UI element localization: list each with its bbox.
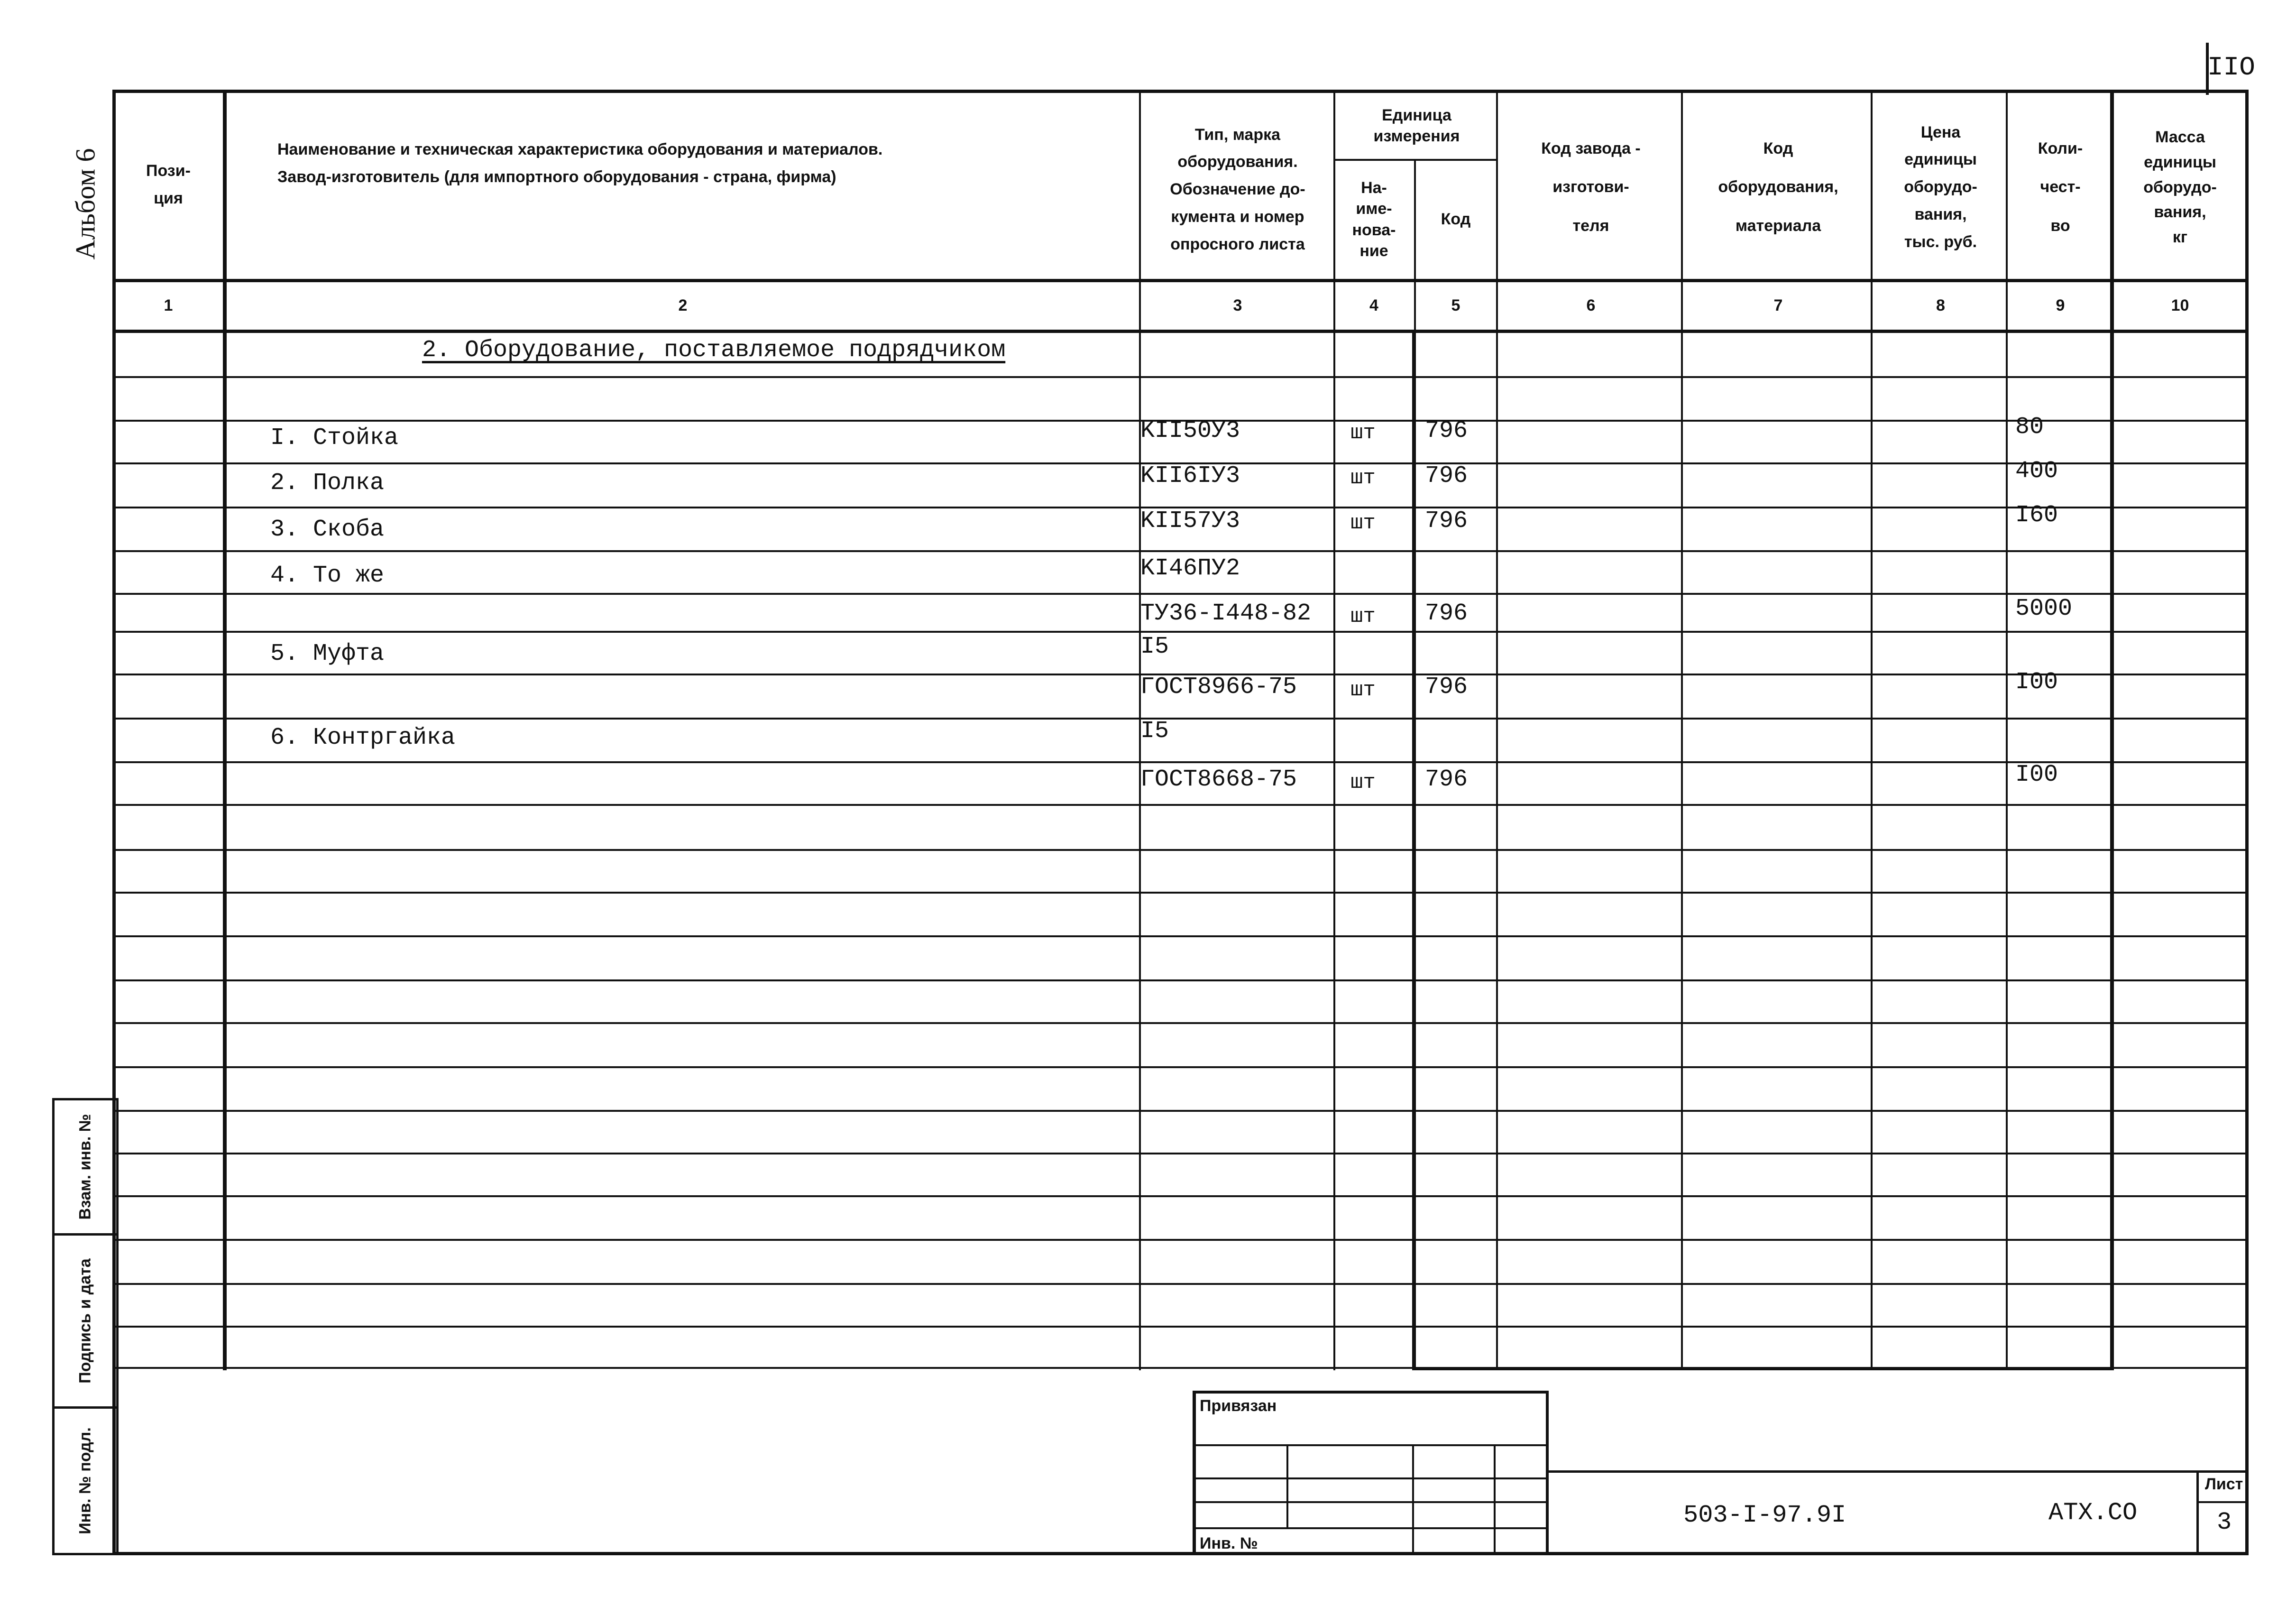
doc-code: 503-I-97.9I	[1683, 1501, 1846, 1529]
col-num-4: 4	[1369, 296, 1378, 315]
row-line	[114, 804, 2245, 806]
row-3-code: 796	[1425, 508, 1468, 535]
row-5-qty: 5000	[2015, 595, 2073, 622]
album-label-text: Альбом 6	[70, 148, 101, 260]
row-3-type: KII57У3	[1140, 508, 1240, 535]
row-line	[114, 1110, 2245, 1112]
col-num-2: 2	[678, 296, 688, 315]
doc-suffix: АТХ.СО	[2048, 1499, 2138, 1527]
strip-replacement-inv-label: Взам. инв. №	[76, 1114, 94, 1220]
stamp-top-border	[1193, 1391, 1548, 1394]
row-9-qty: I00	[2015, 761, 2058, 788]
sheet-cell-left-line	[2196, 1470, 2199, 1555]
row-8-type: I5	[1140, 718, 1169, 745]
stamp-left-border	[1193, 1391, 1196, 1555]
row-line	[114, 376, 2245, 378]
row-2-unit: шт	[1350, 466, 1376, 490]
row-line	[114, 1066, 2245, 1068]
row-line	[114, 593, 2245, 595]
row-5-type: ТУ36-I448-82	[1140, 600, 1312, 627]
row-line	[114, 761, 2245, 763]
strip-original-inv	[52, 1406, 119, 1555]
row-2-qty: 400	[2015, 458, 2058, 485]
sheet-cell-mid-line	[2196, 1501, 2249, 1503]
row-7-qty: I00	[2015, 669, 2058, 696]
stamp-col-line-1	[1286, 1444, 1288, 1527]
col-line-4-bold	[1412, 332, 1416, 1370]
row-2-code: 796	[1425, 462, 1468, 489]
row-7-code: 796	[1425, 674, 1468, 701]
row-line	[114, 935, 2245, 937]
header-type: Тип, марка оборудования. Обозначение до- кумента и номер опросного листа	[1170, 125, 1305, 253]
row-line	[114, 892, 2245, 894]
header-bottom-line	[112, 279, 2249, 282]
row-line	[114, 1283, 2245, 1285]
row-3-unit: шт	[1350, 511, 1376, 535]
row-line	[114, 1326, 2245, 1328]
row-line	[114, 631, 2245, 633]
sheet-label: Лист	[2205, 1475, 2243, 1493]
row-line	[114, 1239, 2245, 1241]
row-line	[114, 718, 2245, 720]
header-mass: Масса единицы оборудо- вания, кг	[2143, 128, 2217, 247]
stamp-col-line-2	[1412, 1444, 1414, 1555]
strip-replacement-inv	[52, 1098, 119, 1236]
header-position: Пози- ция	[146, 162, 191, 207]
row-1-qty: 80	[2015, 414, 2044, 441]
section-title: 2. Оборудование, поставляемое подрядчиком	[422, 337, 1006, 364]
row-4-type: KI46ПУ2	[1140, 555, 1240, 582]
header-unit-code: Код	[1441, 210, 1471, 228]
strip-signature-date-label: Подпись и дата	[76, 1258, 94, 1384]
stamp-right-border	[1546, 1391, 1549, 1555]
col-num-6: 6	[1586, 296, 1596, 315]
col-num-10: 10	[2171, 296, 2189, 315]
col-num-7: 7	[1773, 296, 1783, 315]
header-price: Цена единицы оборудо- вания, тыс. руб.	[1904, 123, 1977, 251]
stamp-col-line-3	[1494, 1444, 1496, 1555]
row-7-type: ГОСТ8966-75	[1140, 674, 1297, 701]
row-7-unit: шт	[1350, 678, 1376, 702]
row-line	[114, 979, 2245, 981]
sheet-page-number: 3	[2217, 1508, 2232, 1536]
strip-original-inv-label: Инв. № подл.	[76, 1427, 94, 1534]
row-9-code: 796	[1425, 766, 1468, 793]
row-6-name: 5. Муфта	[270, 640, 385, 667]
row-4-name: 4. То же	[270, 562, 385, 589]
col-num-8: 8	[1936, 296, 1945, 315]
header-unit: Единица измерения	[1373, 106, 1460, 145]
row-2-name: 2. Полка	[270, 470, 385, 497]
row-1-unit: шт	[1350, 421, 1376, 445]
stamp-inv-no: Инв. №	[1200, 1534, 1258, 1552]
row-line	[114, 550, 2245, 552]
row-line	[114, 849, 2245, 851]
sheet-number: IIO	[2207, 52, 2255, 83]
stamp-privyazan: Привязан	[1200, 1397, 1277, 1415]
row-8-name: 6. Контргайка	[270, 724, 456, 751]
row-1-type: KII50У3	[1140, 417, 1240, 444]
header-factory-code: Код завода - изготови- теля	[1541, 139, 1641, 235]
header-unit-name: На- име- нова- ние	[1352, 179, 1396, 260]
row-line	[114, 1153, 2245, 1154]
album-label	[66, 142, 104, 266]
row-9-unit: шт	[1350, 771, 1376, 794]
col-num-3: 3	[1233, 296, 1242, 315]
row-3-qty: I60	[2015, 502, 2058, 529]
col-numbers-bottom-line	[112, 330, 2249, 333]
left-strip	[52, 1098, 119, 1555]
row-line	[114, 1195, 2245, 1197]
strip-signature-date	[52, 1233, 119, 1409]
row-9-type: ГОСТ8668-75	[1140, 766, 1297, 793]
header-name: Наименование и техническая характеристика оборудования и материалов. Завод-изготовитель (для импортного оборудования - страна, фирма)	[277, 140, 883, 186]
row-line	[114, 1022, 2245, 1024]
row-5-unit: шт	[1350, 605, 1376, 628]
col-num-9: 9	[2056, 296, 2065, 315]
row-6-type: I5	[1140, 633, 1169, 660]
header-quantity: Коли- чест- во	[2038, 139, 2083, 235]
col-num-5: 5	[1451, 296, 1460, 315]
row-3-name: 3. Скоба	[270, 516, 385, 543]
row-1-name: I. Стойка	[270, 425, 399, 452]
row-5-code: 796	[1425, 600, 1468, 627]
unit-split-line	[1333, 159, 1497, 161]
row-line	[114, 1367, 2245, 1369]
row-1-code: 796	[1425, 417, 1468, 444]
row-2-type: KII6IУ3	[1140, 462, 1240, 489]
title-block-top-line	[1546, 1470, 2249, 1473]
col-num-1: 1	[164, 296, 173, 315]
header-equipment-code: Код оборудования, материала	[1718, 139, 1838, 235]
